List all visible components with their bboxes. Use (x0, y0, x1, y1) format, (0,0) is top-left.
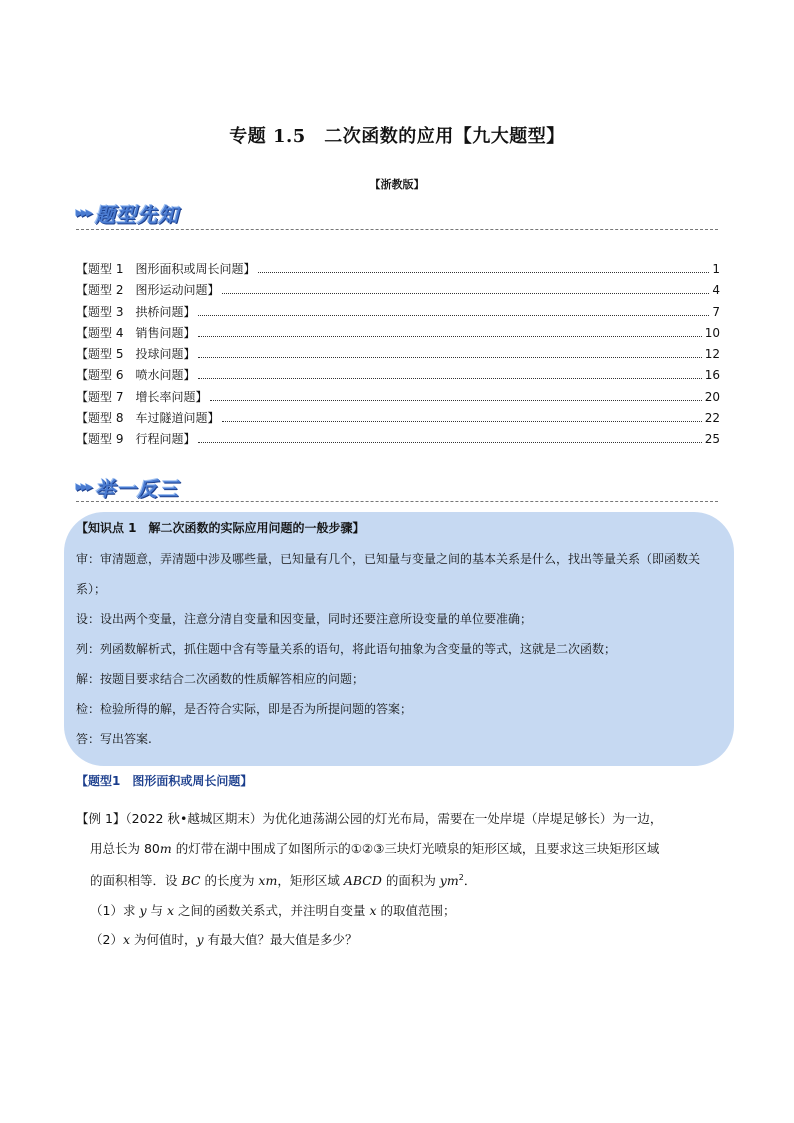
math-var: x (122, 932, 131, 948)
toc-leader (210, 400, 701, 401)
math-var: x (369, 902, 377, 918)
math-var: m (159, 840, 172, 856)
toc-entry[interactable] (76, 302, 720, 323)
toc-leader (222, 293, 709, 294)
divider (76, 229, 718, 230)
toc-entry-label: 【题型 6 喷水问题】 (76, 368, 196, 383)
arrows-icon: ▸▸▸ (76, 479, 92, 495)
text-run: 为何值时， (130, 932, 197, 948)
toc-entry-label: 【题型 5 投球问题】 (76, 347, 196, 362)
text-run: （2） (90, 932, 123, 948)
knowledge-step: 审：审清题意，弄清题中涉及哪些量，已知量有几个，已知量与变量之间的基本关系是什么，找出等量关系（即函数关系）； (76, 552, 701, 596)
toc-entry[interactable] (76, 365, 720, 386)
text-run: 的灯带在湖中围成了如图所示的①②③三块灯光喷泉的矩形区域，且要求这三块矩形区域 (171, 840, 660, 856)
text-run: 的取值范围； (376, 902, 456, 918)
toc-page-number: 1 (712, 262, 720, 276)
toc-leader (198, 315, 709, 316)
knowledge-step: 解：按题目要求结合二次函数的性质解答相应的问题； (76, 672, 365, 686)
math-var: ABCD (343, 873, 382, 889)
toc-entry[interactable] (76, 408, 720, 429)
toc-page-number: 22 (704, 411, 720, 426)
section-heading: 【题型1 图形面积或周长问题】 (76, 774, 253, 788)
text-run: 与 (146, 902, 167, 918)
banner-question-types (76, 200, 179, 226)
example-line (76, 834, 726, 864)
toc-leader (198, 378, 701, 379)
toc-page-number: 10 (704, 325, 720, 340)
toc-entry-label: 【题型 3 拱桥问题】 (76, 304, 196, 319)
text-run: 用总长为 80 (90, 840, 160, 856)
knowledge-step: 检：检验所得的解，是否符合实际，即是否为所提问题的答案； (76, 702, 413, 716)
toc-entry[interactable] (76, 344, 720, 365)
banner-examples-text: 举一反三 (95, 476, 180, 501)
example-line (76, 863, 726, 896)
knowledge-step: 设：设出两个变量，注意分清自变量和因变量，同时还要注意所设变量的单位要准确； (76, 612, 533, 626)
banner-question-types-text: 题型先知 (95, 202, 180, 227)
superscript: 2 (458, 873, 464, 882)
table-of-contents (76, 259, 720, 451)
toc-entry[interactable] (76, 387, 720, 408)
toc-page-number: 7 (712, 304, 720, 319)
math-var: x (166, 902, 175, 918)
knowledge-content (76, 518, 726, 754)
text-run: （1）求 (90, 902, 140, 918)
example-line: 【例 1】（2022 秋•越城区期末）为优化迪荡湖公园的灯光布局，需要在一处岸堤（岸堤足够长）为一边， (76, 811, 663, 826)
text-run: 的面积相等．设 (90, 873, 182, 889)
toc-page-number: 12 (704, 347, 720, 362)
text-run: ． (463, 873, 477, 889)
toc-entry-label: 【题型 8 车过隧道问题】 (76, 411, 220, 426)
toc-page-number: 4 (712, 283, 720, 298)
math-var: y (139, 902, 147, 918)
toc-page-number: 20 (704, 389, 720, 404)
toc-entry-label: 【题型 1 图形面积或周长问题】 (76, 262, 256, 276)
knowledge-step: 答：写出答案. (76, 732, 152, 746)
toc-entry-label: 【题型 4 销售问题】 (76, 325, 196, 340)
math-var: y (196, 932, 204, 948)
math-var: BC (181, 873, 201, 889)
question-2 (76, 925, 726, 955)
text-run: 之间的函数关系式，并注明自变量 (174, 902, 370, 918)
toc-leader (198, 442, 701, 443)
text-run: 的面积为 (381, 873, 440, 889)
toc-leader (258, 272, 709, 273)
toc-leader (222, 421, 701, 422)
question-1 (76, 896, 726, 926)
banner-examples (76, 474, 179, 500)
toc-page-number: 25 (704, 432, 720, 447)
toc-entry[interactable] (76, 323, 720, 344)
toc-page-number: 16 (704, 368, 720, 383)
example-problem (76, 804, 726, 955)
toc-entry[interactable] (76, 429, 720, 450)
toc-entry-label: 【题型 7 增长率问题】 (76, 389, 208, 404)
math-var: ym (439, 873, 459, 889)
text-run: 有最大值？最大值是多少？ (203, 932, 358, 948)
toc-entry-label: 【题型 2 图形运动问题】 (76, 283, 220, 298)
toc-leader (198, 336, 701, 337)
arrows-icon: ▸▸▸ (76, 205, 92, 221)
toc-entry[interactable] (76, 280, 720, 301)
toc-leader (198, 357, 701, 358)
toc-entry[interactable] (76, 259, 720, 280)
document-title: 专题 1.5 二次函数的应用【九大题型】 (229, 126, 565, 147)
divider (76, 501, 718, 502)
knowledge-step: 列：列函数解析式，抓住题中含有等量关系的语句，将此语句抽象为含变量的等式，这就是二次函数； (76, 642, 617, 656)
text-run: ，矩形区域 (277, 873, 344, 889)
text-run: 的长度为 (200, 873, 259, 889)
edition-label: 【浙教版】 (369, 178, 425, 191)
math-var: xm (258, 873, 278, 889)
toc-entry-label: 【题型 9 行程问题】 (76, 432, 196, 447)
knowledge-heading: 【知识点 1 解二次函数的实际应用问题的一般步骤】 (76, 521, 365, 535)
